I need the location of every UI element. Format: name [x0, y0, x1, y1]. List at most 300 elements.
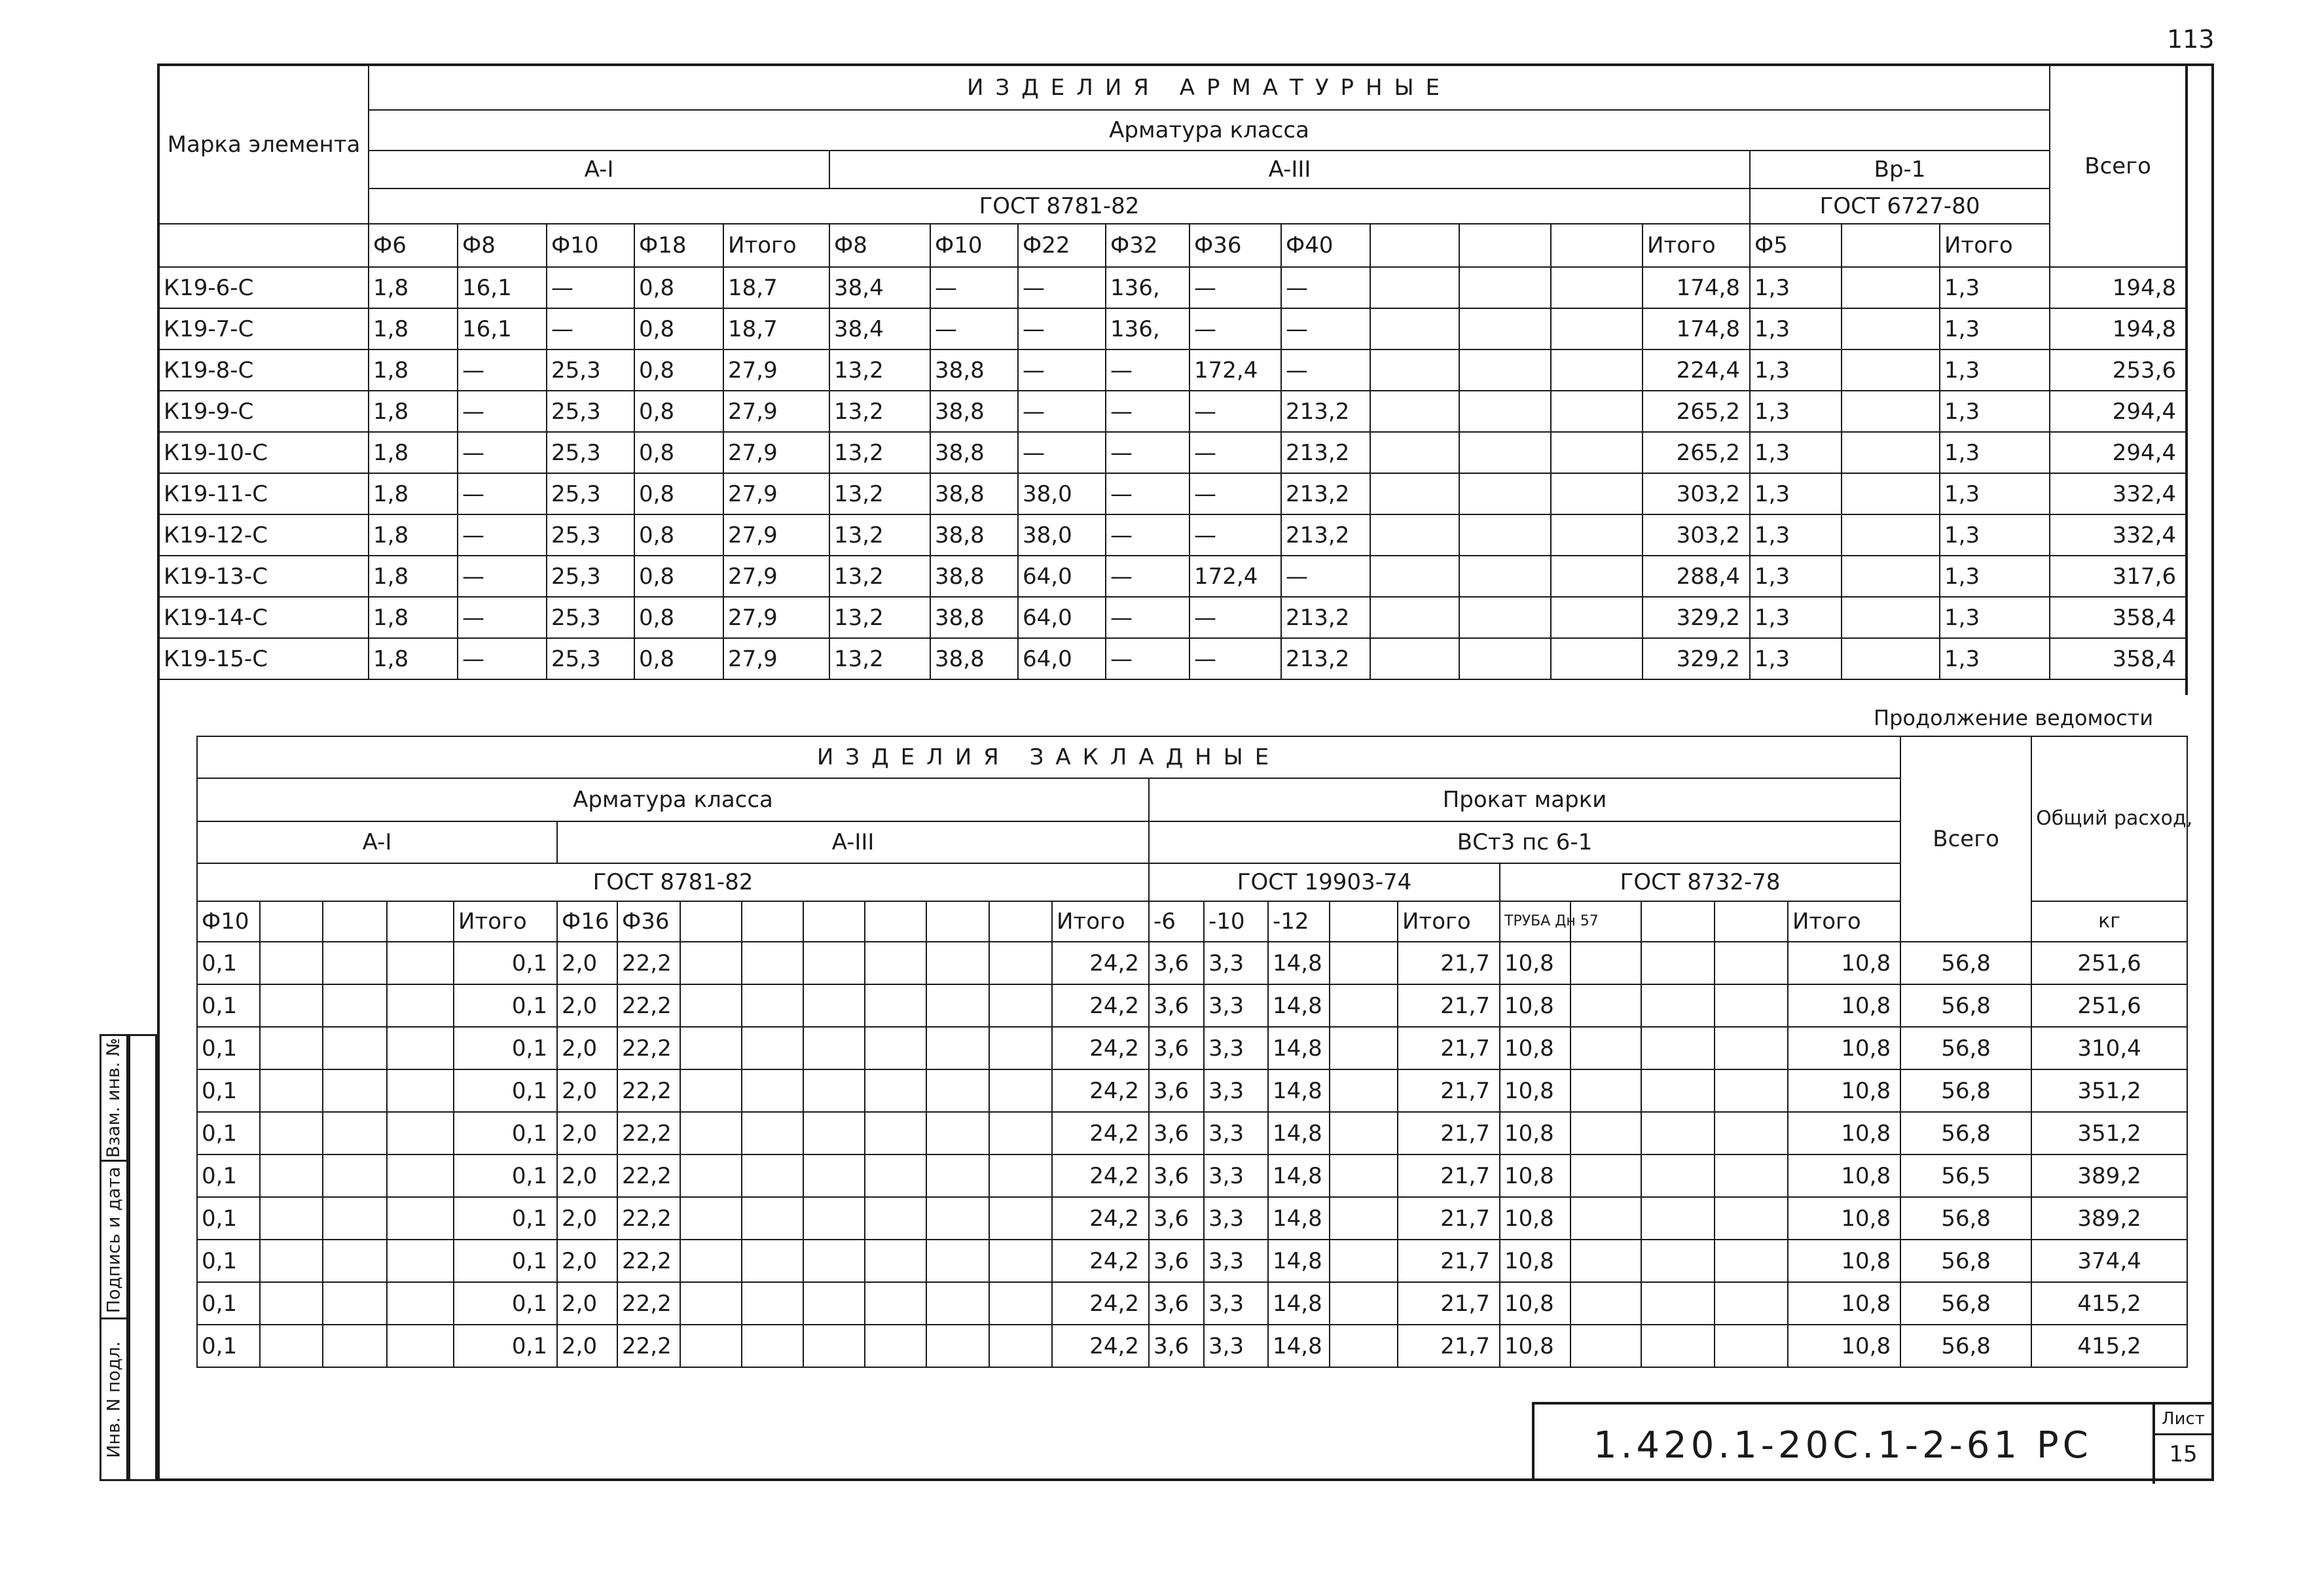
table-cell — [926, 1112, 989, 1154]
table-cell — [1330, 1240, 1398, 1282]
table-cell: 38,8 — [930, 432, 1018, 473]
table-cell: 310,4 — [2031, 1027, 2187, 1069]
table-cell — [1842, 432, 1940, 473]
table-cell: — — [1106, 638, 1189, 679]
table-cell: 2,0 — [557, 942, 617, 984]
table-row — [197, 1240, 2187, 1282]
table-cell: 0,8 — [634, 349, 723, 391]
table-cell — [1715, 942, 1788, 984]
table-cell: 10,8 — [1788, 1027, 1900, 1069]
table-cell — [989, 1069, 1052, 1112]
t2-col-header — [803, 901, 865, 942]
table-cell — [680, 1154, 742, 1197]
t1-col-header: Ф6 — [369, 224, 458, 267]
table-row — [159, 473, 2186, 514]
sheet-box — [2152, 1405, 2211, 1484]
table-cell: 22,2 — [617, 984, 680, 1027]
table-cell: 21,7 — [1398, 1027, 1500, 1069]
table-cell: — — [1106, 556, 1189, 597]
table-cell: 3,6 — [1149, 1282, 1204, 1325]
t2-col-header: -6 — [1149, 901, 1204, 942]
table-row — [197, 1069, 2187, 1112]
table-cell: 22,2 — [617, 1112, 680, 1154]
table-cell: 24,2 — [1052, 942, 1149, 984]
t2-col-header — [387, 901, 454, 942]
table-cell: 294,4 — [2050, 391, 2186, 432]
table-cell — [1330, 1112, 1398, 1154]
table-cell — [926, 1240, 989, 1282]
t2-col-header: Итого — [1788, 901, 1900, 942]
table-cell: 251,6 — [2031, 942, 2187, 984]
table-cell — [323, 1197, 387, 1240]
table-cell: 265,2 — [1643, 391, 1750, 432]
table-cell: 27,9 — [723, 597, 829, 638]
t1-col-header — [1459, 224, 1551, 267]
table-cell: 2,0 — [557, 1282, 617, 1325]
table-cell — [387, 1240, 454, 1282]
table-cell — [1330, 1282, 1398, 1325]
table-cell: 1,3 — [1750, 638, 1842, 679]
table-cell: 10,8 — [1500, 1240, 1571, 1282]
table-cell: 38,8 — [930, 597, 1018, 638]
table-cell — [989, 1027, 1052, 1069]
table-cell: — — [1106, 597, 1189, 638]
table-cell — [1330, 942, 1398, 984]
table-cell — [680, 1325, 742, 1367]
table-cell: 1,8 — [369, 391, 458, 432]
t2-col-header: Итого — [1052, 901, 1149, 942]
table-cell: 25,3 — [547, 391, 634, 432]
table-cell: 3,6 — [1149, 1197, 1204, 1240]
table-cell: 3,3 — [1204, 1197, 1268, 1240]
table-cell: 1,3 — [1750, 597, 1842, 638]
table-cell — [1842, 267, 1940, 308]
table-cell: 10,8 — [1788, 1197, 1900, 1240]
table-cell: 16,1 — [458, 308, 547, 349]
table-cell — [1370, 556, 1459, 597]
t1-col-header — [1842, 224, 1940, 267]
table-cell — [1459, 391, 1551, 432]
table-cell: 3,6 — [1149, 1325, 1204, 1367]
table-cell — [387, 984, 454, 1027]
table-cell — [1370, 267, 1459, 308]
table-cell: 25,3 — [547, 473, 634, 514]
table-cell — [387, 1325, 454, 1367]
table-cell: 3,3 — [1204, 942, 1268, 984]
table-cell: 13,2 — [829, 638, 930, 679]
table-cell: 1,3 — [1940, 638, 2050, 679]
t2-col-header — [989, 901, 1052, 942]
table-cell — [323, 1282, 387, 1325]
table-cell — [742, 984, 803, 1027]
table-cell: 0,1 — [197, 1069, 260, 1112]
table-cell: 38,0 — [1018, 473, 1106, 514]
table-cell — [1330, 1197, 1398, 1240]
class-bp1: Вр-1 — [1750, 151, 2050, 188]
table-cell — [1842, 349, 1940, 391]
table-cell — [1551, 638, 1643, 679]
table-cell: 38,8 — [930, 473, 1018, 514]
table-cell: 22,2 — [617, 1325, 680, 1367]
gost-main: ГОСТ 8781-82 — [369, 188, 1750, 224]
table-cell — [1715, 984, 1788, 1027]
table-cell — [926, 984, 989, 1027]
table-cell: 265,2 — [1643, 432, 1750, 473]
t1-col-header: Ф10 — [930, 224, 1018, 267]
table-cell — [1551, 473, 1643, 514]
table-cell — [1641, 1027, 1715, 1069]
table-row — [159, 597, 2186, 638]
table-cell: 22,2 — [617, 1069, 680, 1112]
table-row — [159, 267, 2186, 308]
table-cell: 0,1 — [197, 1027, 260, 1069]
table-cell: 14,8 — [1268, 1027, 1330, 1069]
table-row — [159, 349, 2186, 391]
table-cell: — — [458, 391, 547, 432]
table-cell — [680, 942, 742, 984]
table-cell: 38,8 — [930, 514, 1018, 556]
t1-col-header: Ф32 — [1106, 224, 1189, 267]
table-cell: 329,2 — [1643, 638, 1750, 679]
table-cell: 27,9 — [723, 432, 829, 473]
table-cell: 56,8 — [1900, 1240, 2031, 1282]
table-cell: 13,2 — [829, 391, 930, 432]
table-cell: 10,8 — [1500, 1154, 1571, 1197]
table-cell — [926, 942, 989, 984]
table-cell: 213,2 — [1281, 432, 1370, 473]
t2-col-header — [742, 901, 803, 942]
table-cell: 25,3 — [547, 349, 634, 391]
table-cell — [989, 1325, 1052, 1367]
table-cell — [323, 942, 387, 984]
table-cell: — — [1018, 267, 1106, 308]
table-cell: 1,3 — [1750, 514, 1842, 556]
table-cell: 27,9 — [723, 473, 829, 514]
overall-unit: кг — [2031, 901, 2187, 942]
t1-col-header: Ф8 — [829, 224, 930, 267]
table-cell — [260, 1069, 323, 1112]
t1-col-header: Итого — [723, 224, 829, 267]
table-cell: 24,2 — [1052, 1325, 1149, 1367]
table-cell: 3,3 — [1204, 1027, 1268, 1069]
table-cell: 0,1 — [454, 1069, 557, 1112]
table-cell: 27,9 — [723, 638, 829, 679]
table-cell — [865, 1027, 926, 1069]
table-cell: 56,8 — [1900, 1027, 2031, 1069]
table-cell — [1370, 597, 1459, 638]
table-cell — [1571, 1027, 1641, 1069]
table-cell: 1,3 — [1750, 432, 1842, 473]
table-cell — [926, 1027, 989, 1069]
table-cell: 0,1 — [454, 1154, 557, 1197]
page-number: 113 — [2167, 25, 2215, 54]
table-cell: 3,3 — [1204, 1325, 1268, 1367]
t1-col-header: Итого — [1940, 224, 2050, 267]
table-cell — [1370, 473, 1459, 514]
table-cell: — — [547, 308, 634, 349]
gost-bp: ГОСТ 6727-80 — [1750, 188, 2050, 224]
table-cell: 174,8 — [1643, 308, 1750, 349]
table-cell: 10,8 — [1788, 984, 1900, 1027]
element-mark: К19-9-С — [159, 391, 369, 432]
element-mark: К19-13-С — [159, 556, 369, 597]
t2-class-a1: A-I — [197, 821, 557, 863]
t2-col-header — [1641, 901, 1715, 942]
t2-gost-main: ГОСТ 8781-82 — [197, 863, 1149, 901]
table-cell: — — [1281, 267, 1370, 308]
class-a1: A-I — [369, 151, 829, 188]
t2-col-header: Ф16 — [557, 901, 617, 942]
table-cell: 56,8 — [1900, 1069, 2031, 1112]
t2-col-header: -12 — [1268, 901, 1330, 942]
table-cell — [1459, 473, 1551, 514]
element-mark: К19-12-С — [159, 514, 369, 556]
table-cell — [926, 1154, 989, 1197]
table-cell — [1571, 942, 1641, 984]
table-cell: 38,8 — [930, 349, 1018, 391]
t2-col-header — [865, 901, 926, 942]
table-cell — [323, 1240, 387, 1282]
title-stamp — [1532, 1402, 2214, 1481]
table-cell: 64,0 — [1018, 556, 1106, 597]
table-cell: — — [1106, 349, 1189, 391]
table-cell: — — [1018, 308, 1106, 349]
table-cell — [1715, 1112, 1788, 1154]
table-row — [197, 1027, 2187, 1069]
table-cell: — — [1106, 432, 1189, 473]
binding-strip — [100, 1034, 165, 1481]
table-cell: 213,2 — [1281, 391, 1370, 432]
t2-col-header — [680, 901, 742, 942]
table-cell: 0,1 — [197, 1112, 260, 1154]
class-a3: A-III — [829, 151, 1750, 188]
table-row — [159, 391, 2186, 432]
table-cell: — — [458, 556, 547, 597]
table-cell: 22,2 — [617, 1197, 680, 1240]
table-cell: 22,2 — [617, 1027, 680, 1069]
table-cell: 14,8 — [1268, 1112, 1330, 1154]
table-cell: 24,2 — [1052, 1240, 1149, 1282]
table-cell: 27,9 — [723, 514, 829, 556]
table-cell: 213,2 — [1281, 638, 1370, 679]
table-cell: 13,2 — [829, 473, 930, 514]
table-cell — [1571, 1282, 1641, 1325]
table-cell: 0,1 — [197, 1197, 260, 1240]
table-cell: 27,9 — [723, 556, 829, 597]
table-cell — [1571, 1240, 1641, 1282]
table-cell: — — [1189, 308, 1281, 349]
table-cell — [1715, 1197, 1788, 1240]
gost-8732: ГОСТ 8732-78 — [1500, 863, 1900, 901]
t1-col-header: Ф10 — [547, 224, 634, 267]
table-cell — [803, 984, 865, 1027]
table-cell — [865, 1112, 926, 1154]
table-cell — [803, 1112, 865, 1154]
table-cell: — — [1189, 391, 1281, 432]
table-cell — [680, 1282, 742, 1325]
reinforcement-products-table — [158, 65, 2187, 680]
table-cell — [989, 942, 1052, 984]
table-cell: 13,2 — [829, 514, 930, 556]
table-cell: 0,1 — [454, 1325, 557, 1367]
table-cell — [926, 1282, 989, 1325]
table-cell: 25,3 — [547, 638, 634, 679]
table-cell — [1551, 308, 1643, 349]
table-cell — [1842, 556, 1940, 597]
table-cell — [1715, 1240, 1788, 1282]
table-cell — [387, 1112, 454, 1154]
t1-col-header: Ф5 — [1750, 224, 1842, 267]
table-cell: 2,0 — [557, 1197, 617, 1240]
table1-class-header: Арматура класса — [369, 110, 2050, 151]
t2-col-header — [926, 901, 989, 942]
table-cell: 21,7 — [1398, 1325, 1500, 1367]
table-cell — [1571, 1154, 1641, 1197]
table-cell — [680, 1069, 742, 1112]
table-cell: 251,6 — [2031, 984, 2187, 1027]
table-cell — [1370, 638, 1459, 679]
table-cell: 0,8 — [634, 308, 723, 349]
table-cell — [387, 942, 454, 984]
element-mark: К19-11-С — [159, 473, 369, 514]
table-cell: 38,0 — [1018, 514, 1106, 556]
strip-replacement: Взам. инв. № — [100, 1034, 128, 1162]
element-mark: К19-15-С — [159, 638, 369, 679]
table-cell — [1551, 556, 1643, 597]
table-cell: 0,1 — [454, 942, 557, 984]
table-cell — [742, 1282, 803, 1325]
table-cell: 21,7 — [1398, 1154, 1500, 1197]
table-cell — [260, 1154, 323, 1197]
table-cell: 1,8 — [369, 556, 458, 597]
table-cell: 24,2 — [1052, 1069, 1149, 1112]
table-cell: 24,2 — [1052, 1112, 1149, 1154]
table-cell: 25,3 — [547, 556, 634, 597]
t1-col-header — [1370, 224, 1459, 267]
table-cell: 25,3 — [547, 514, 634, 556]
table-cell: — — [547, 267, 634, 308]
table-cell: — — [1018, 432, 1106, 473]
table-cell — [1370, 308, 1459, 349]
table-cell: 56,8 — [1900, 1112, 2031, 1154]
table-cell: 329,2 — [1643, 597, 1750, 638]
table-cell: 25,3 — [547, 597, 634, 638]
table-cell: 1,8 — [369, 267, 458, 308]
table-cell: 213,2 — [1281, 514, 1370, 556]
table-cell: 64,0 — [1018, 597, 1106, 638]
table-cell: 1,3 — [1940, 267, 2050, 308]
table-cell: 56,8 — [1900, 1325, 2031, 1367]
table-cell: 1,3 — [1940, 391, 2050, 432]
table-cell: 1,3 — [1940, 514, 2050, 556]
table-cell — [1571, 1112, 1641, 1154]
table-cell — [742, 1069, 803, 1112]
t2-col-header — [323, 901, 387, 942]
table-cell — [1842, 308, 1940, 349]
t1-col-header: Ф22 — [1018, 224, 1106, 267]
table-cell: 1,8 — [369, 473, 458, 514]
table-cell: 1,8 — [369, 432, 458, 473]
table-cell: 0,8 — [634, 514, 723, 556]
table-cell: 1,3 — [1940, 556, 2050, 597]
table-cell: 24,2 — [1052, 1154, 1149, 1197]
table-cell — [1370, 514, 1459, 556]
t1-col-header — [1551, 224, 1643, 267]
table-cell — [1641, 942, 1715, 984]
table-cell — [260, 1197, 323, 1240]
table-cell — [989, 1154, 1052, 1197]
table-cell — [1459, 308, 1551, 349]
table-cell: 38,8 — [930, 391, 1018, 432]
table-cell: 0,1 — [197, 1325, 260, 1367]
table-cell — [803, 1154, 865, 1197]
t2-col-header — [260, 901, 323, 942]
table-cell: 3,3 — [1204, 1240, 1268, 1282]
table-cell: — — [1106, 473, 1189, 514]
t1-col-header: Ф8 — [458, 224, 547, 267]
table-cell: 38,8 — [930, 638, 1018, 679]
table-cell — [1842, 473, 1940, 514]
table-row — [159, 514, 2186, 556]
table-cell: 0,1 — [454, 1027, 557, 1069]
table-cell: 2,0 — [557, 1027, 617, 1069]
table2-total-header: Всего — [1900, 736, 2031, 942]
table-cell — [742, 1112, 803, 1154]
table-cell — [1641, 1154, 1715, 1197]
t2-col-header: Итого — [1398, 901, 1500, 942]
table-cell: 10,8 — [1788, 1240, 1900, 1282]
table-cell: — — [1189, 432, 1281, 473]
table-cell — [1842, 391, 1940, 432]
table-cell — [1330, 984, 1398, 1027]
table-cell: 27,9 — [723, 391, 829, 432]
table-cell: 56,8 — [1900, 1282, 2031, 1325]
table-cell: 3,6 — [1149, 1069, 1204, 1112]
table-cell: — — [1281, 308, 1370, 349]
table-cell — [260, 942, 323, 984]
t1-col-header: Итого — [1643, 224, 1750, 267]
table-cell — [323, 1154, 387, 1197]
table-cell: 1,3 — [1940, 349, 2050, 391]
table-cell — [1330, 1325, 1398, 1367]
sheet-label: Лист — [2155, 1405, 2211, 1435]
strip-signature: Подпись и дата — [100, 1160, 128, 1319]
table-cell — [1641, 1197, 1715, 1240]
table-cell — [1551, 597, 1643, 638]
table-cell: — — [1106, 391, 1189, 432]
element-mark: К19-8-С — [159, 349, 369, 391]
table-cell — [260, 1240, 323, 1282]
table-cell — [989, 1282, 1052, 1325]
table-cell — [865, 1154, 926, 1197]
marka-col-spacer — [159, 224, 369, 267]
table-cell: 56,5 — [1900, 1154, 2031, 1197]
element-mark: К19-6-С — [159, 267, 369, 308]
table-cell: 1,8 — [369, 597, 458, 638]
table-cell — [1715, 1154, 1788, 1197]
table-cell — [742, 1027, 803, 1069]
table-cell — [989, 1197, 1052, 1240]
table-cell — [1551, 349, 1643, 391]
table-cell: 389,2 — [2031, 1197, 2187, 1240]
table-cell: 374,4 — [2031, 1240, 2187, 1282]
table1-title: ИЗДЕЛИЯ АРМАТУРНЫЕ — [369, 65, 2050, 110]
table-cell: 21,7 — [1398, 1240, 1500, 1282]
table-cell: 174,8 — [1643, 267, 1750, 308]
table-cell: 10,8 — [1500, 1325, 1571, 1367]
table-cell: 3,3 — [1204, 1154, 1268, 1197]
table-cell — [680, 1112, 742, 1154]
